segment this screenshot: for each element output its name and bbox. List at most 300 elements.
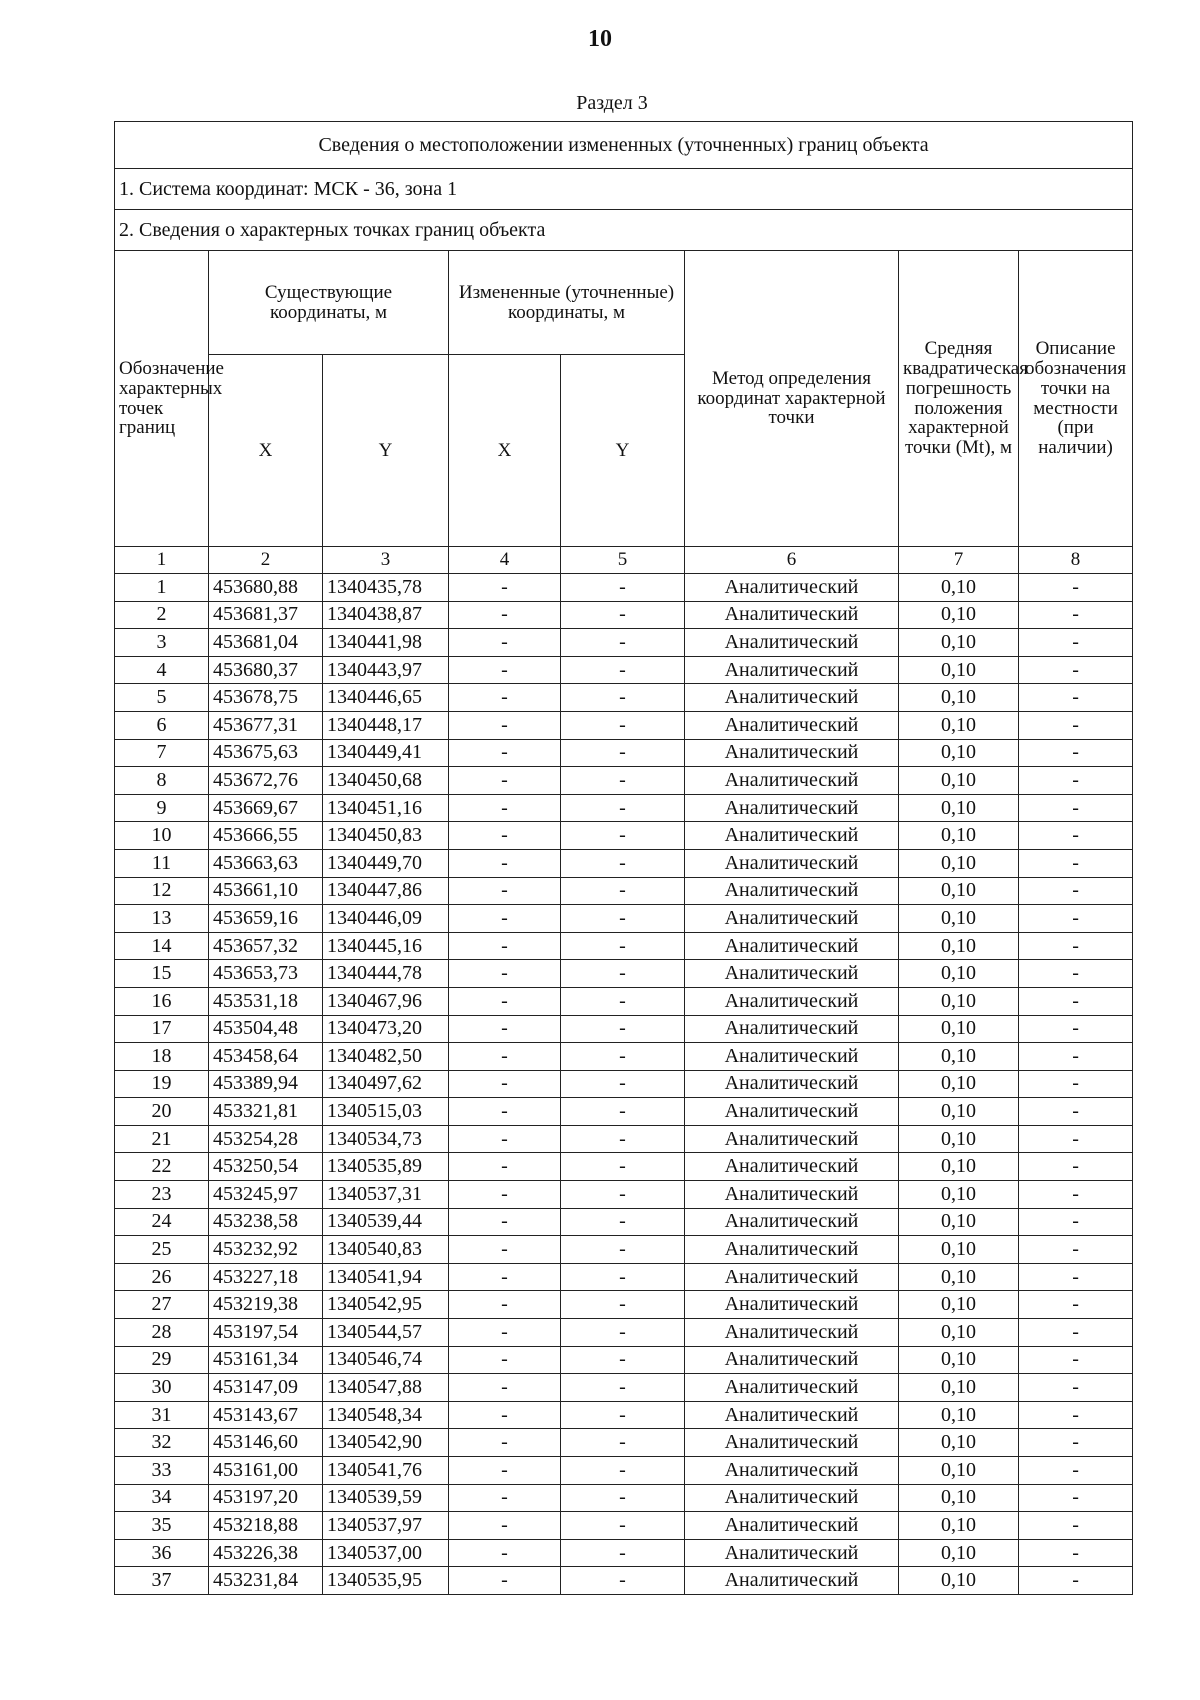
mt-cell: 0,10	[899, 1319, 1019, 1347]
existing-y-cell: 1340537,97	[323, 1512, 449, 1540]
point-number-cell: 36	[115, 1539, 209, 1567]
existing-x-cell: 453669,67	[209, 794, 323, 822]
table-row	[115, 1512, 1133, 1540]
table-row	[115, 1098, 1133, 1126]
method-cell: Аналитический	[685, 1484, 899, 1512]
changed-x-cell: -	[449, 1457, 561, 1485]
changed-y-cell: -	[561, 767, 685, 795]
mt-cell: 0,10	[899, 1291, 1019, 1319]
mt-cell: 0,10	[899, 794, 1019, 822]
method-cell: Аналитический	[685, 1153, 899, 1181]
mt-cell: 0,10	[899, 1125, 1019, 1153]
changed-x-cell: -	[449, 656, 561, 684]
method-cell: Аналитический	[685, 1429, 899, 1457]
existing-y-cell: 1340542,95	[323, 1291, 449, 1319]
description-cell: -	[1019, 1512, 1133, 1540]
existing-y-cell: 1340444,78	[323, 960, 449, 988]
changed-x-cell: -	[449, 684, 561, 712]
changed-x-cell: -	[449, 1125, 561, 1153]
existing-x-cell: 453677,31	[209, 711, 323, 739]
method-cell: Аналитический	[685, 574, 899, 602]
table-row	[115, 601, 1133, 629]
existing-x-cell: 453659,16	[209, 905, 323, 933]
existing-x-cell: 453321,81	[209, 1098, 323, 1126]
mt-cell: 0,10	[899, 1401, 1019, 1429]
description-cell: -	[1019, 601, 1133, 629]
changed-y-cell: -	[561, 601, 685, 629]
mt-cell: 0,10	[899, 1484, 1019, 1512]
changed-x-cell: -	[449, 1070, 561, 1098]
table-row	[115, 1374, 1133, 1402]
existing-x-cell: 453232,92	[209, 1236, 323, 1264]
existing-x-cell: 453389,94	[209, 1070, 323, 1098]
description-cell: -	[1019, 877, 1133, 905]
changed-y-cell: -	[561, 1374, 685, 1402]
existing-x-cell: 453161,00	[209, 1457, 323, 1485]
changed-x-cell: -	[449, 1429, 561, 1457]
point-number-cell: 26	[115, 1263, 209, 1291]
mt-cell: 0,10	[899, 1539, 1019, 1567]
mt-cell: 0,10	[899, 1098, 1019, 1126]
existing-y-cell: 1340450,68	[323, 767, 449, 795]
mt-cell: 0,10	[899, 1015, 1019, 1043]
existing-x-cell: 453672,76	[209, 767, 323, 795]
table-row	[115, 1181, 1133, 1209]
changed-x-cell: -	[449, 1401, 561, 1429]
existing-x-cell: 453657,32	[209, 932, 323, 960]
header-description: Описание обозначения точки на местности (при наличии)	[1019, 251, 1133, 547]
table-row	[115, 877, 1133, 905]
method-cell: Аналитический	[685, 960, 899, 988]
method-cell: Аналитический	[685, 739, 899, 767]
point-number-cell: 1	[115, 574, 209, 602]
changed-y-cell: -	[561, 960, 685, 988]
existing-y-cell: 1340547,88	[323, 1374, 449, 1402]
table-row	[115, 1208, 1133, 1236]
point-number-cell: 16	[115, 987, 209, 1015]
description-cell: -	[1019, 849, 1133, 877]
changed-y-cell: -	[561, 1015, 685, 1043]
description-cell: -	[1019, 684, 1133, 712]
coordinate-system: 1. Система координат: МСК - 36, зона 1	[115, 169, 1133, 210]
changed-y-cell: -	[561, 1208, 685, 1236]
column-number: 4	[449, 547, 561, 574]
existing-x-cell: 453147,09	[209, 1374, 323, 1402]
method-cell: Аналитический	[685, 601, 899, 629]
point-number-cell: 22	[115, 1153, 209, 1181]
table-row	[115, 1539, 1133, 1567]
point-number-cell: 31	[115, 1401, 209, 1429]
column-number: 7	[899, 547, 1019, 574]
description-cell: -	[1019, 1374, 1133, 1402]
changed-y-cell: -	[561, 1291, 685, 1319]
changed-x-cell: -	[449, 711, 561, 739]
point-number-cell: 12	[115, 877, 209, 905]
existing-y-cell: 1340541,94	[323, 1263, 449, 1291]
changed-y-cell: -	[561, 1125, 685, 1153]
table-row	[115, 987, 1133, 1015]
changed-x-cell: -	[449, 822, 561, 850]
table-row	[115, 656, 1133, 684]
method-cell: Аналитический	[685, 1125, 899, 1153]
changed-y-cell: -	[561, 1263, 685, 1291]
method-cell: Аналитический	[685, 822, 899, 850]
table-row	[115, 1346, 1133, 1374]
changed-y-cell: -	[561, 656, 685, 684]
description-cell: -	[1019, 1539, 1133, 1567]
table-row	[115, 1236, 1133, 1264]
description-cell: -	[1019, 739, 1133, 767]
description-cell: -	[1019, 794, 1133, 822]
table-row	[115, 1319, 1133, 1347]
description-cell: -	[1019, 656, 1133, 684]
table-row	[115, 1043, 1133, 1071]
header-changed-coords: Измененные (уточненные) координаты, м	[449, 251, 685, 355]
mt-cell: 0,10	[899, 877, 1019, 905]
changed-x-cell: -	[449, 849, 561, 877]
table-row	[115, 905, 1133, 933]
method-cell: Аналитический	[685, 794, 899, 822]
method-cell: Аналитический	[685, 1457, 899, 1485]
method-cell: Аналитический	[685, 1015, 899, 1043]
changed-y-cell: -	[561, 1153, 685, 1181]
description-cell: -	[1019, 1208, 1133, 1236]
existing-y-cell: 1340445,16	[323, 932, 449, 960]
mt-cell: 0,10	[899, 684, 1019, 712]
existing-y-cell: 1340548,34	[323, 1401, 449, 1429]
existing-y-cell: 1340541,76	[323, 1457, 449, 1485]
point-number-cell: 9	[115, 794, 209, 822]
table-row	[115, 629, 1133, 657]
changed-y-cell: -	[561, 684, 685, 712]
point-number-cell: 6	[115, 711, 209, 739]
existing-y-cell: 1340537,00	[323, 1539, 449, 1567]
header-existing-y: Y	[323, 355, 449, 547]
existing-x-cell: 453504,48	[209, 1015, 323, 1043]
changed-x-cell: -	[449, 1374, 561, 1402]
existing-x-cell: 453254,28	[209, 1125, 323, 1153]
changed-y-cell: -	[561, 739, 685, 767]
description-cell: -	[1019, 711, 1133, 739]
description-cell: -	[1019, 1567, 1133, 1595]
existing-x-cell: 453197,54	[209, 1319, 323, 1347]
header-point-label: Обозначение характерных точек границ	[115, 251, 209, 547]
changed-x-cell: -	[449, 987, 561, 1015]
point-number-cell: 25	[115, 1236, 209, 1264]
table-row	[115, 1401, 1133, 1429]
changed-x-cell: -	[449, 574, 561, 602]
description-cell: -	[1019, 1098, 1133, 1126]
changed-y-cell: -	[561, 1457, 685, 1485]
existing-y-cell: 1340451,16	[323, 794, 449, 822]
point-number-cell: 18	[115, 1043, 209, 1071]
existing-y-cell: 1340542,90	[323, 1429, 449, 1457]
description-cell: -	[1019, 905, 1133, 933]
table-row	[115, 1484, 1133, 1512]
existing-x-cell: 453653,73	[209, 960, 323, 988]
method-cell: Аналитический	[685, 987, 899, 1015]
mt-cell: 0,10	[899, 1457, 1019, 1485]
column-number: 3	[323, 547, 449, 574]
method-cell: Аналитический	[685, 1401, 899, 1429]
point-number-cell: 3	[115, 629, 209, 657]
mt-cell: 0,10	[899, 1208, 1019, 1236]
existing-y-cell: 1340497,62	[323, 1070, 449, 1098]
method-cell: Аналитический	[685, 1070, 899, 1098]
column-number: 6	[685, 547, 899, 574]
changed-x-cell: -	[449, 960, 561, 988]
existing-x-cell: 453681,04	[209, 629, 323, 657]
points-section-title: 2. Сведения о характерных точках границ объекта	[115, 210, 1133, 251]
table-row	[115, 739, 1133, 767]
existing-x-cell: 453238,58	[209, 1208, 323, 1236]
method-cell: Аналитический	[685, 1236, 899, 1264]
description-cell: -	[1019, 822, 1133, 850]
existing-y-cell: 1340540,83	[323, 1236, 449, 1264]
mt-cell: 0,10	[899, 1236, 1019, 1264]
method-cell: Аналитический	[685, 877, 899, 905]
description-cell: -	[1019, 932, 1133, 960]
mt-cell: 0,10	[899, 739, 1019, 767]
existing-y-cell: 1340443,97	[323, 656, 449, 684]
changed-x-cell: -	[449, 1181, 561, 1209]
point-number-cell: 24	[115, 1208, 209, 1236]
description-cell: -	[1019, 987, 1133, 1015]
mt-cell: 0,10	[899, 932, 1019, 960]
changed-y-cell: -	[561, 877, 685, 905]
changed-x-cell: -	[449, 739, 561, 767]
existing-y-cell: 1340544,57	[323, 1319, 449, 1347]
existing-x-cell: 453245,97	[209, 1181, 323, 1209]
existing-x-cell: 453663,63	[209, 849, 323, 877]
boundary-points-table	[114, 121, 1133, 1595]
existing-y-cell: 1340441,98	[323, 629, 449, 657]
table-row	[115, 932, 1133, 960]
changed-y-cell: -	[561, 574, 685, 602]
mt-cell: 0,10	[899, 1070, 1019, 1098]
table-row	[115, 1429, 1133, 1457]
column-number: 5	[561, 547, 685, 574]
method-cell: Аналитический	[685, 932, 899, 960]
description-cell: -	[1019, 629, 1133, 657]
section-title: Раздел 3	[576, 92, 648, 114]
changed-x-cell: -	[449, 1153, 561, 1181]
point-number-cell: 33	[115, 1457, 209, 1485]
changed-y-cell: -	[561, 1236, 685, 1264]
mt-cell: 0,10	[899, 629, 1019, 657]
point-number-cell: 21	[115, 1125, 209, 1153]
method-cell: Аналитический	[685, 1539, 899, 1567]
point-number-cell: 34	[115, 1484, 209, 1512]
mt-cell: 0,10	[899, 1512, 1019, 1540]
changed-y-cell: -	[561, 711, 685, 739]
table-row	[115, 1291, 1133, 1319]
existing-y-cell: 1340446,65	[323, 684, 449, 712]
existing-x-cell: 453680,37	[209, 656, 323, 684]
changed-y-cell: -	[561, 1539, 685, 1567]
changed-x-cell: -	[449, 1484, 561, 1512]
existing-y-cell: 1340537,31	[323, 1181, 449, 1209]
method-cell: Аналитический	[685, 1346, 899, 1374]
existing-x-cell: 453218,88	[209, 1512, 323, 1540]
changed-x-cell: -	[449, 932, 561, 960]
existing-y-cell: 1340482,50	[323, 1043, 449, 1071]
existing-x-cell: 453161,34	[209, 1346, 323, 1374]
column-number: 1	[115, 547, 209, 574]
existing-y-cell: 1340449,41	[323, 739, 449, 767]
changed-x-cell: -	[449, 1539, 561, 1567]
description-cell: -	[1019, 1291, 1133, 1319]
existing-y-cell: 1340467,96	[323, 987, 449, 1015]
table-row	[115, 1567, 1133, 1595]
table-row	[115, 849, 1133, 877]
method-cell: Аналитический	[685, 1374, 899, 1402]
changed-y-cell: -	[561, 932, 685, 960]
point-number-cell: 19	[115, 1070, 209, 1098]
existing-y-cell: 1340435,78	[323, 574, 449, 602]
table-row	[115, 822, 1133, 850]
mt-cell: 0,10	[899, 601, 1019, 629]
point-number-cell: 8	[115, 767, 209, 795]
existing-y-cell: 1340535,95	[323, 1567, 449, 1595]
changed-x-cell: -	[449, 1236, 561, 1264]
changed-y-cell: -	[561, 1181, 685, 1209]
mt-cell: 0,10	[899, 656, 1019, 684]
mt-cell: 0,10	[899, 1181, 1019, 1209]
description-cell: -	[1019, 1015, 1133, 1043]
table-row	[115, 684, 1133, 712]
mt-cell: 0,10	[899, 1429, 1019, 1457]
changed-x-cell: -	[449, 1291, 561, 1319]
method-cell: Аналитический	[685, 656, 899, 684]
changed-x-cell: -	[449, 877, 561, 905]
existing-x-cell: 453458,64	[209, 1043, 323, 1071]
changed-x-cell: -	[449, 1098, 561, 1126]
description-cell: -	[1019, 1181, 1133, 1209]
method-cell: Аналитический	[685, 1263, 899, 1291]
header-existing-x: X	[209, 355, 323, 547]
table-row	[115, 794, 1133, 822]
changed-y-cell: -	[561, 849, 685, 877]
changed-y-cell: -	[561, 1512, 685, 1540]
changed-x-cell: -	[449, 1043, 561, 1071]
existing-y-cell: 1340515,03	[323, 1098, 449, 1126]
changed-y-cell: -	[561, 822, 685, 850]
method-cell: Аналитический	[685, 767, 899, 795]
existing-y-cell: 1340546,74	[323, 1346, 449, 1374]
point-number-cell: 2	[115, 601, 209, 629]
table-row	[115, 960, 1133, 988]
table-row	[115, 1457, 1133, 1485]
mt-cell: 0,10	[899, 1153, 1019, 1181]
point-number-cell: 5	[115, 684, 209, 712]
existing-y-cell: 1340448,17	[323, 711, 449, 739]
header-method: Метод определения координат характерной точки	[685, 251, 899, 547]
changed-x-cell: -	[449, 1346, 561, 1374]
method-cell: Аналитический	[685, 905, 899, 933]
point-number-cell: 17	[115, 1015, 209, 1043]
table-row	[115, 574, 1133, 602]
mt-cell: 0,10	[899, 574, 1019, 602]
point-number-cell: 28	[115, 1319, 209, 1347]
changed-x-cell: -	[449, 601, 561, 629]
point-number-cell: 23	[115, 1181, 209, 1209]
mt-cell: 0,10	[899, 1567, 1019, 1595]
existing-x-cell: 453678,75	[209, 684, 323, 712]
existing-y-cell: 1340535,89	[323, 1153, 449, 1181]
point-number-cell: 4	[115, 656, 209, 684]
table-row	[115, 1070, 1133, 1098]
changed-y-cell: -	[561, 1346, 685, 1374]
changed-x-cell: -	[449, 1015, 561, 1043]
header-mt: Средняя квадратическая погрешность положения характерной точки (Mt), м	[899, 251, 1019, 547]
mt-cell: 0,10	[899, 987, 1019, 1015]
table-row	[115, 1125, 1133, 1153]
changed-y-cell: -	[561, 1319, 685, 1347]
point-number-cell: 32	[115, 1429, 209, 1457]
changed-x-cell: -	[449, 1208, 561, 1236]
changed-y-cell: -	[561, 1098, 685, 1126]
mt-cell: 0,10	[899, 1043, 1019, 1071]
existing-x-cell: 453661,10	[209, 877, 323, 905]
changed-x-cell: -	[449, 1512, 561, 1540]
description-cell: -	[1019, 1070, 1133, 1098]
point-number-cell: 15	[115, 960, 209, 988]
changed-y-cell: -	[561, 1429, 685, 1457]
changed-y-cell: -	[561, 987, 685, 1015]
existing-x-cell: 453146,60	[209, 1429, 323, 1457]
mt-cell: 0,10	[899, 960, 1019, 988]
method-cell: Аналитический	[685, 1043, 899, 1071]
method-cell: Аналитический	[685, 849, 899, 877]
point-number-cell: 27	[115, 1291, 209, 1319]
changed-x-cell: -	[449, 629, 561, 657]
changed-y-cell: -	[561, 794, 685, 822]
changed-y-cell: -	[561, 1043, 685, 1071]
existing-x-cell: 453227,18	[209, 1263, 323, 1291]
method-cell: Аналитический	[685, 629, 899, 657]
method-cell: Аналитический	[685, 1291, 899, 1319]
table-caption: Сведения о местоположении измененных (уточненных) границ объекта	[115, 122, 1133, 169]
changed-x-cell: -	[449, 1567, 561, 1595]
existing-y-cell: 1340438,87	[323, 601, 449, 629]
table-row	[115, 711, 1133, 739]
existing-x-cell: 453219,38	[209, 1291, 323, 1319]
existing-y-cell: 1340534,73	[323, 1125, 449, 1153]
existing-x-cell: 453531,18	[209, 987, 323, 1015]
description-cell: -	[1019, 1153, 1133, 1181]
point-number-cell: 10	[115, 822, 209, 850]
changed-x-cell: -	[449, 767, 561, 795]
description-cell: -	[1019, 1043, 1133, 1071]
point-number-cell: 14	[115, 932, 209, 960]
column-numbers-row	[115, 547, 1133, 574]
existing-x-cell: 453197,20	[209, 1484, 323, 1512]
changed-x-cell: -	[449, 1319, 561, 1347]
column-number: 8	[1019, 547, 1133, 574]
description-cell: -	[1019, 1457, 1133, 1485]
method-cell: Аналитический	[685, 1208, 899, 1236]
mt-cell: 0,10	[899, 905, 1019, 933]
mt-cell: 0,10	[899, 1374, 1019, 1402]
mt-cell: 0,10	[899, 822, 1019, 850]
existing-x-cell: 453250,54	[209, 1153, 323, 1181]
method-cell: Аналитический	[685, 1181, 899, 1209]
description-cell: -	[1019, 767, 1133, 795]
method-cell: Аналитический	[685, 684, 899, 712]
method-cell: Аналитический	[685, 1567, 899, 1595]
table-row	[115, 1015, 1133, 1043]
